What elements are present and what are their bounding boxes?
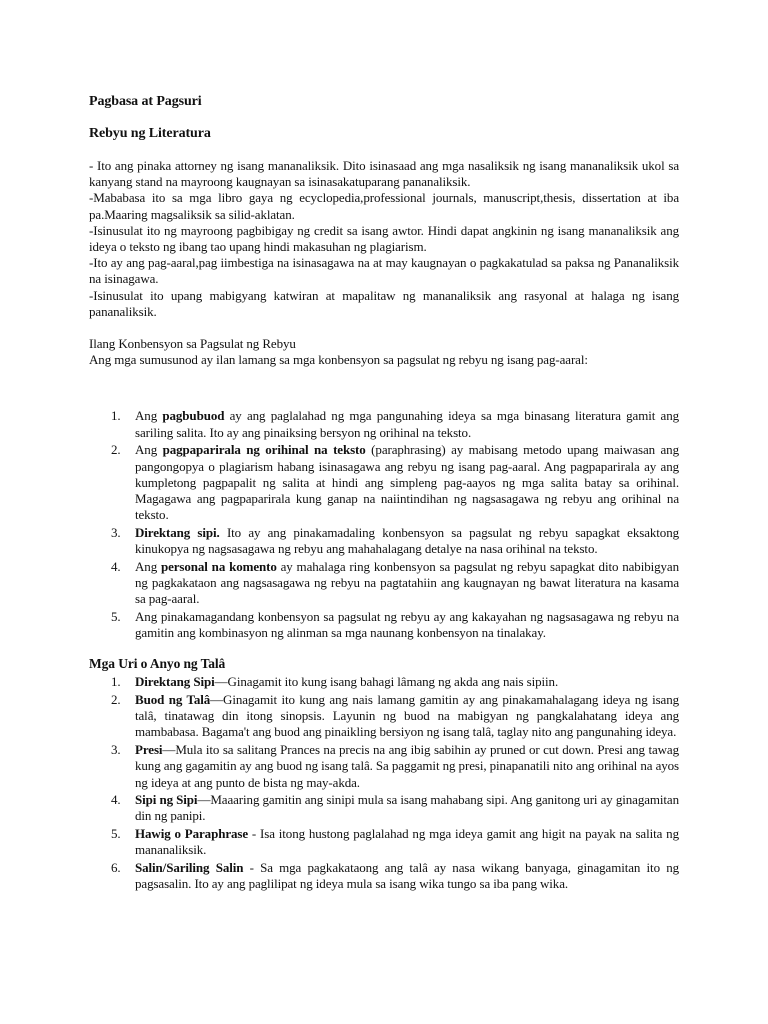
list-item: 2. Buod ng Talâ—Ginagamit ito kung ang nais lamang gamitin ay ang pinakamahalagang ideya ng isang talâ, tinatawag din itong sinopsis. Layunin ng buod na mabigyan ng pangkalahatang ideya ang mambabasa. Bagama't ang buod ang pinaikling bersiyon ng isang talâ, taglay nito ang pangunahing ideya. (111, 691, 680, 740)
list-number: 5. (111, 826, 121, 842)
konbensyon-intro: Ang mga sumusunod ay ilan lamang sa mga konbensyon sa pagsulat ng rebyu ng isang pag-aaral: (89, 352, 588, 368)
list-number: 2. (111, 442, 121, 458)
list-number: 6. (111, 860, 121, 876)
list-item: 1. Ang pagbubuod ay ang paglalahad ng mga pangunahing ideya sa mga binasang literatura gamit ang sariling salita. Ito ay ang pinaiksing bersyon ng orihinal na teksto. (111, 408, 679, 440)
term: Presi (135, 742, 163, 758)
document-page (89, 92, 679, 894)
term: Direktang Sipi (135, 674, 215, 690)
konbensyon-header (89, 336, 679, 368)
list-number: 3. (111, 742, 121, 758)
list-number: 1. (111, 674, 121, 690)
term: Sipi ng Sipi (135, 792, 198, 808)
term: personal na komento (160, 558, 277, 574)
uri-list (89, 674, 679, 892)
bullet-paragraph: - Ito ang pinaka attorney ng isang mananaliksik. Dito isinasaad ang mga nasaliksik ng isang mananaliksik ukol sa kanyang stand na mayroong kaugnayan sa isinasakatuparang pananaliksik. (89, 158, 679, 190)
list-item: 4. Ang personal na komento ay mahalaga ring konbensyon sa pagsulat ng rebyu sapagkat dito nabibigyan ng pagkakataon ang nagsasagawa ng rebyu na pagtatahiin ang kaugnayan ng bawat literatura na kasama sa pag-aaral. (111, 558, 679, 607)
list-number: 3. (111, 524, 121, 540)
list-number: 2. (111, 691, 121, 707)
list-number: 4. (111, 558, 121, 574)
list-number: 4. (111, 792, 121, 808)
rebyu-bullets (89, 158, 679, 320)
document-title: Pagbasa at Pagsuri (89, 94, 202, 109)
list-item: 5. Hawig o Paraphrase - Isa itong hustong paglalahad ng mga ideya gamit ang higit na payak na salita ng mananaliksik. (111, 826, 679, 858)
term: pagpaparirala ng orihinal na teksto (162, 442, 366, 458)
list-item: 6. Salin/Sariling Salin - Sa mga pagkakataong ang talâ ay nasa wikang banyaga, ginagamitan ito ng pagsasalin. Ito ay ang paglilipat ng ideya mula sa isang wika tungo sa iba pang wika. (111, 860, 680, 892)
bullet-paragraph: -Isinusulat ito upang mabigyang katwiran at mapalitaw ng mananaliksik ang rasyonal at halaga ng isang pananaliksik. (89, 287, 679, 319)
section-title-rebyu: Rebyu ng Literatura (89, 126, 211, 141)
section-title-uri: Mga Uri o Anyo ng Talâ (89, 656, 226, 672)
list-item: 1. Direktang Sipi—Ginagamit ito kung isang bahagi lâmang ng akda ang nais sipiin. (111, 674, 559, 690)
bullet-paragraph: -Mababasa ito sa mga libro gaya ng ecyclopedia,professional journals, manuscript,thesis, dissertation at iba pa.Maaring magsaliksik sa silid-aklatan. (89, 190, 679, 222)
list-number: 5. (111, 608, 121, 624)
term: Direktang sipi. (135, 524, 220, 540)
list-item: 5. Ang pinakamagandang konbensyon sa pagsulat ng rebyu ay ang kakayahan ng nagsasagawa ng rebyu na gamitin ang kombinasyon ng alinman sa mga naunang konbensyon na tinalakay. (111, 608, 679, 641)
term: pagbubuod (162, 408, 225, 424)
list-item: 3. Presi—Mula ito sa salitang Prances na precis na ang ibig sabihin ay pruned or cut down. Presi ang tawag kung ang gagamitin ay ang buod ng isang talâ. Sa paggamit ng presi, pinapanatili nito ang orihinal na ayos ng ideya at ang punto de bista ng may-akda. (111, 742, 679, 790)
term: Salin/Sariling Salin (135, 860, 244, 876)
konbensyon-heading: Ilang Konbensyon sa Pagsulat ng Rebyu (89, 336, 296, 352)
bullet-paragraph: -Ito ay ang pag-aaral,pag iimbestiga na isinasagawa na at may kaugnayan o pagkakatulad sa paksa ng Pananaliksik na isinagawa. (89, 255, 679, 287)
bullet-paragraph: -Isinusulat ito ng mayroong pagbibigay ng credit sa isang awtor. Hindi dapat angkinin ng isang mananaliksik ang ideya o teksto ng ibang tao upang hindi makasuhan ng plagiarism. (89, 222, 679, 255)
konbensyon-list (89, 408, 679, 641)
term: Buod ng Talâ (135, 691, 211, 707)
term: Hawig o Paraphrase (135, 826, 249, 842)
list-item: 2. Ang pagpaparirala ng orihinal na teksto (paraphrasing) ay mabisang metodo upang maiwasan ang pangongopya o plagiarism habang isinasagawa ang rebyu ng isang pag-aaral. Ang pagpaparirala ay ang kumpletong pagpapalit ng salita at hindi ang simpleng pag-aayos ng mga salita batay sa orihinal. Magagawa ang pagpaparirala kung ganap na naiintindihan ng nagsasagawa ng rebyu ang orihinal na teksto. (111, 442, 679, 523)
list-item: 3. Direktang sipi. Ito ay ang pinakamadaling konbensyon sa pagsulat ng rebyu sapagkat eksaktong kinukopya ng nagsasagawa ng rebyu ang mahahalagang detalye na nasa orihinal na teksto. (111, 524, 679, 557)
list-item: 4. Sipi ng Sipi—Maaaring gamitin ang sinipi mula sa isang mahabang sipi. Ang ganitong uri ay ginagamitan din ng panipi. (111, 792, 679, 824)
list-number: 1. (111, 408, 121, 424)
